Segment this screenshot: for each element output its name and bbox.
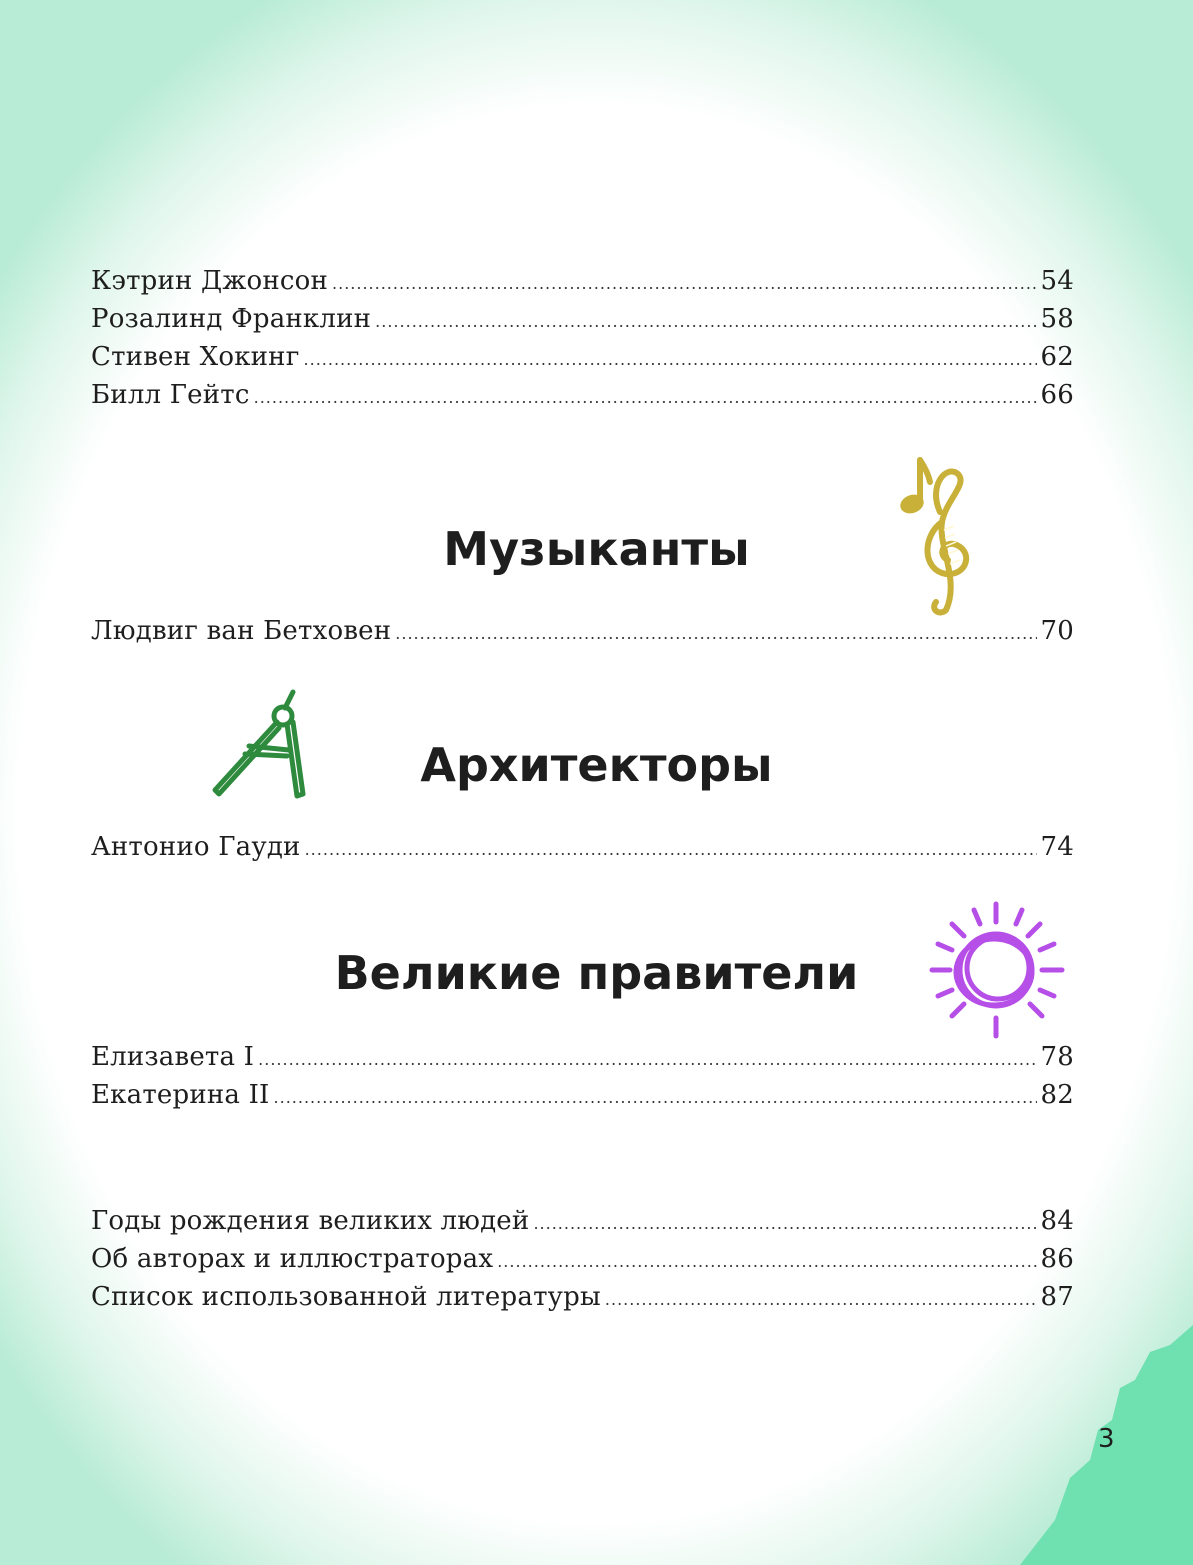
section-heading-architects: Архитекторы	[420, 738, 773, 792]
toc-entry-page: 58	[1040, 304, 1074, 334]
toc-entry[interactable]	[91, 616, 1074, 654]
toc-entry-page: 54	[1040, 266, 1074, 296]
toc-group-musicians	[91, 616, 1074, 654]
toc-entry-title: Людвиг ван Бетховен	[91, 616, 392, 646]
toc-entry-title: Список использованной литературы	[91, 1282, 601, 1312]
toc-entry[interactable]	[91, 1244, 1074, 1282]
toc-entry-page: 84	[1040, 1206, 1074, 1236]
toc-entry-page: 82	[1040, 1080, 1074, 1110]
toc-leader-dots	[304, 350, 1037, 369]
toc-entry-page: 62	[1040, 342, 1074, 372]
toc-leader-dots	[258, 1050, 1036, 1069]
toc-entry[interactable]	[91, 380, 1074, 418]
toc-group-architects	[91, 832, 1074, 870]
toc-group-scientists	[91, 266, 1074, 418]
toc-group-rulers	[91, 1042, 1074, 1118]
toc-leader-dots	[254, 388, 1037, 407]
toc-leader-dots	[274, 1088, 1037, 1107]
toc-entry[interactable]	[91, 1206, 1074, 1244]
toc-leader-dots	[332, 274, 1036, 293]
toc-leader-dots	[533, 1214, 1036, 1233]
toc-entry-title: Елизавета I	[91, 1042, 255, 1072]
toc-entry-page: 87	[1040, 1282, 1074, 1312]
toc-entry-page: 70	[1040, 616, 1074, 646]
toc-entry-page: 78	[1040, 1042, 1074, 1072]
toc-entry-title: Розалинд Франклин	[91, 304, 372, 334]
toc-entry-page: 66	[1040, 380, 1074, 410]
toc-entry-title: Годы рождения великих людей	[91, 1206, 530, 1236]
section-heading-rulers: Великие правители	[334, 946, 859, 1000]
toc-entry[interactable]	[91, 1042, 1074, 1080]
toc-entry-title: Стивен Хокинг	[91, 342, 300, 372]
toc-entry-title: Антонио Гауди	[91, 832, 301, 862]
toc-entry-title: Об авторах и иллюстраторах	[91, 1244, 494, 1274]
toc-entry[interactable]	[91, 266, 1074, 304]
toc-leader-dots	[305, 840, 1037, 859]
toc-entry-page: 74	[1040, 832, 1074, 862]
toc-entry[interactable]	[91, 342, 1074, 380]
toc-leader-dots	[497, 1252, 1036, 1271]
toc-entry[interactable]	[91, 1080, 1074, 1118]
toc-leader-dots	[605, 1290, 1037, 1309]
toc-entry-title: Екатерина II	[91, 1080, 270, 1110]
section-heading-musicians: Музыканты	[443, 522, 750, 576]
toc-entry-title: Кэтрин Джонсон	[91, 266, 329, 296]
toc-group-appendix	[91, 1206, 1074, 1320]
toc-entry-title: Билл Гейтс	[91, 380, 250, 410]
page-number: 3	[1098, 1424, 1115, 1454]
toc-entry-page: 86	[1040, 1244, 1074, 1274]
toc-leader-dots	[395, 624, 1036, 643]
toc-entry[interactable]	[91, 304, 1074, 342]
toc-entry[interactable]	[91, 832, 1074, 870]
toc-entry[interactable]	[91, 1282, 1074, 1320]
toc-leader-dots	[375, 312, 1036, 331]
